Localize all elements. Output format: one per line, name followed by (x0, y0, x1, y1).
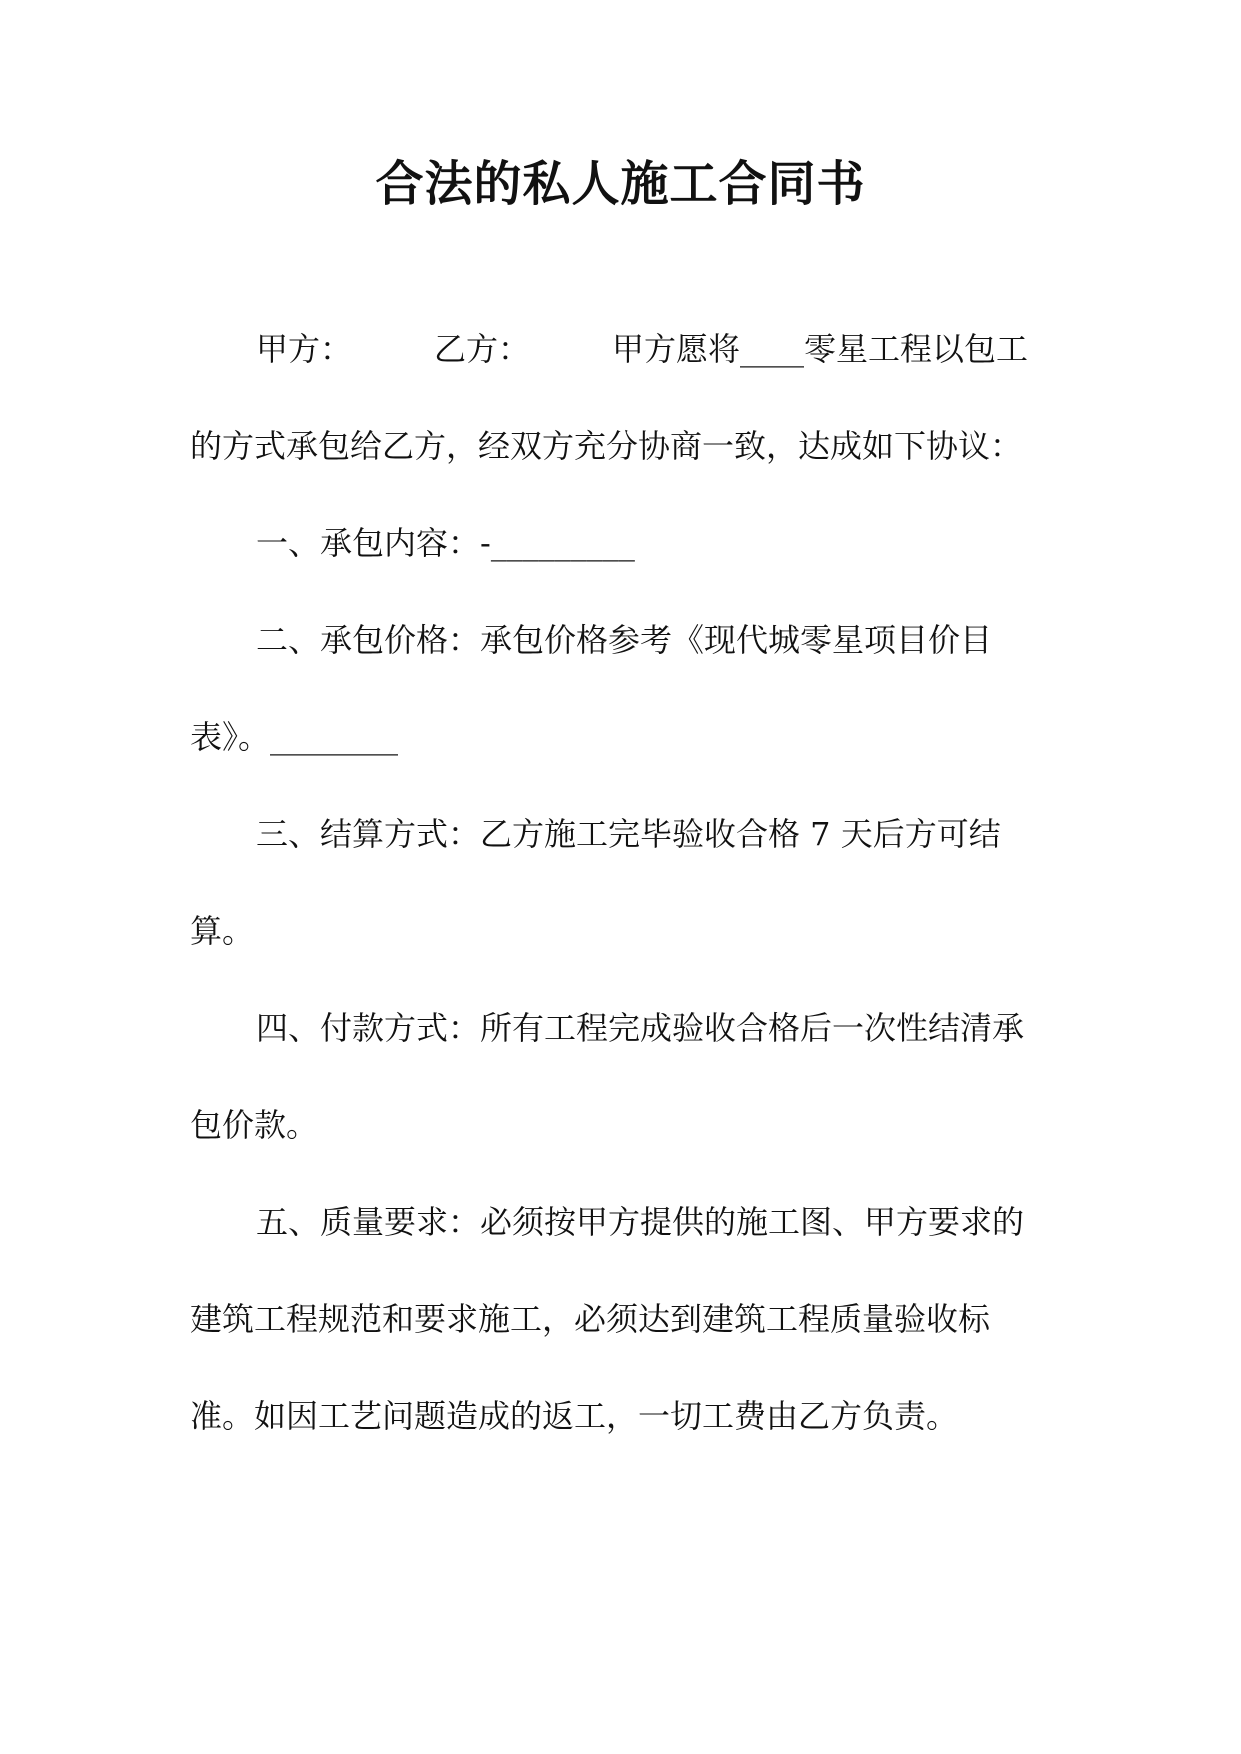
party-a-label: 甲方： (256, 330, 353, 368)
intro-text: 甲方愿将____零星工程以包工的方式承包给乙方，经双方充分协商一致，达成如下协议： (190, 330, 1029, 465)
clause-3: 三、结算方式：乙方施工完毕验收合格 7 天后方可结算。 (190, 815, 1001, 950)
document-body (190, 301, 1030, 1465)
clause-1: 一、承包内容：-_________ (256, 524, 635, 562)
clause-2: 二、承包价格：承包价格参考《现代城零星项目价目表》。________ (190, 621, 993, 756)
document-title: 合法的私人施工合同书 (375, 156, 866, 212)
clause-5: 五、质量要求：必须按甲方提供的施工图、甲方要求的建筑工程规范和要求施工，必须达到建筑工程质量验收标准。如因工艺问题造成的返工，一切工费由乙方负责。 (190, 1203, 1025, 1435)
intro-paragraph (190, 301, 1030, 495)
clause-4: 四、付款方式：所有工程完成验收合格后一次性结清承包价款。 (190, 1009, 1025, 1144)
party-b-label: 乙方： (434, 330, 531, 368)
